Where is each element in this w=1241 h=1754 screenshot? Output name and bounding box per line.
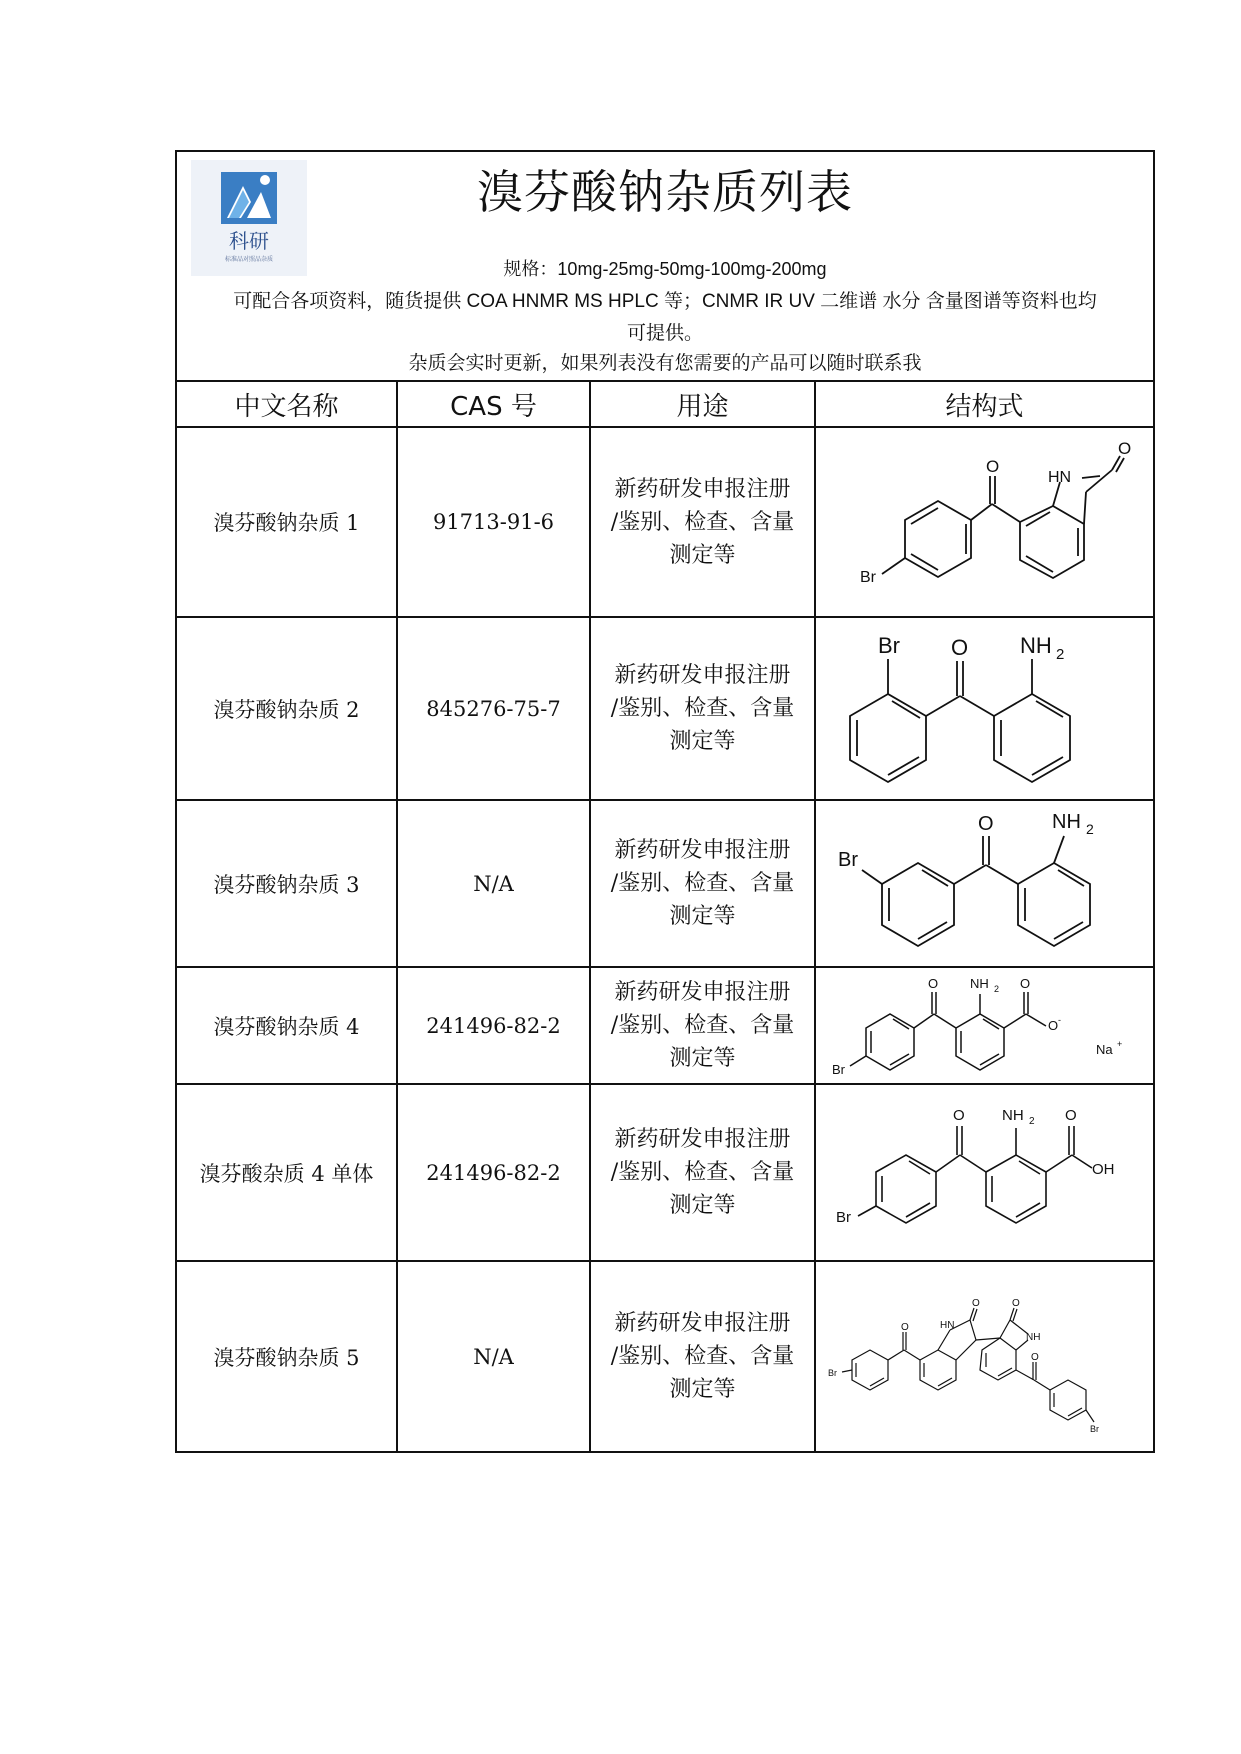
- usage-line: 新药研发申报注册: [614, 1127, 791, 1152]
- structure-cell: [815, 800, 1153, 967]
- impurity-table: [177, 382, 1153, 1451]
- column-header-cas: CAS 号: [397, 382, 590, 427]
- charge-label: +: [1116, 1038, 1122, 1049]
- documents-note: [187, 286, 1143, 350]
- usage-line: 测定等: [669, 729, 736, 754]
- usage-line: 新药研发申报注册: [614, 663, 791, 688]
- atom-subscript: 2: [1028, 1115, 1035, 1127]
- structure-impurity-4-monomer-icon: [820, 1088, 1150, 1258]
- documents-note-line-2: 可提供。: [626, 323, 703, 344]
- table-row: [177, 617, 1153, 800]
- structure-impurity-4-icon: [820, 970, 1150, 1082]
- impurity-sheet: [175, 150, 1155, 1453]
- structure-cell: [815, 1261, 1153, 1451]
- cas-number: 845276-75-7: [397, 617, 590, 800]
- usage-line: /鉴别、检查、含量: [610, 696, 795, 721]
- documents-note-line-1: 可配合各项资料，随货提供 COA HNMR MS HPLC 等；CNMR IR UV 二维谱 水分 含量图谱等资料也均: [233, 291, 1097, 312]
- atom-label: NH: [1001, 1106, 1024, 1124]
- atom-label: O: [1030, 1352, 1039, 1363]
- charge-label: -: [1057, 1014, 1061, 1025]
- usage-line: 新药研发申报注册: [614, 1311, 791, 1336]
- cas-number: 241496-82-2: [397, 1084, 590, 1261]
- atom-label: O: [985, 457, 999, 476]
- cas-number: 91713-91-6: [397, 427, 590, 617]
- atom-label: O: [927, 975, 938, 991]
- column-header-name: 中文名称: [177, 382, 397, 427]
- usage-text: [590, 1084, 815, 1261]
- cas-number: N/A: [397, 800, 590, 967]
- atom-label: HN: [939, 1320, 954, 1331]
- impurity-name: 溴芬酸钠杂质 3: [177, 800, 397, 967]
- atom-label: O: [1047, 1017, 1058, 1033]
- usage-line: 测定等: [669, 1046, 736, 1071]
- sheet-header: [177, 152, 1153, 382]
- usage-line: /鉴别、检查、含量: [610, 1160, 795, 1185]
- structure-impurity-2-icon: [820, 621, 1150, 796]
- atom-label: O: [900, 1322, 909, 1333]
- atom-label: Br: [859, 569, 876, 586]
- spec-line: 规格：10mg-25mg-50mg-100mg-200mg: [503, 259, 827, 279]
- usage-line: 新药研发申报注册: [614, 980, 791, 1005]
- atom-label: O: [952, 1106, 965, 1124]
- usage-line: /鉴别、检查、含量: [610, 871, 795, 896]
- usage-text: [590, 427, 815, 617]
- usage-line: 测定等: [669, 1377, 736, 1402]
- structure-cell: [815, 1084, 1153, 1261]
- impurity-name: 溴芬酸钠杂质 5: [177, 1261, 397, 1451]
- structure-impurity-3-icon: [820, 804, 1150, 964]
- atom-label: HN: [1047, 469, 1071, 486]
- atom-label: Br: [877, 633, 900, 658]
- usage-line: /鉴别、检查、含量: [610, 509, 795, 535]
- atom-label: O: [977, 812, 994, 835]
- usage-text: [590, 1261, 815, 1451]
- atom-label: O: [1019, 975, 1030, 991]
- table-row: [177, 427, 1153, 617]
- atom-label: O: [971, 1298, 980, 1309]
- page-title: 溴芬酸钠杂质列表: [477, 165, 853, 219]
- atom-label: Br: [1089, 1424, 1099, 1434]
- impurity-name: 溴芬酸杂质 4 单体: [177, 1084, 397, 1261]
- table-row: [177, 1261, 1153, 1451]
- usage-line: /鉴别、检查、含量: [610, 1013, 795, 1038]
- atom-label: O: [1011, 1298, 1020, 1309]
- atom-subscript: 2: [1055, 646, 1064, 663]
- atom-label: NH: [969, 975, 989, 991]
- atom-label: Br: [835, 1208, 851, 1226]
- atom-label: O: [1064, 1106, 1077, 1124]
- atom-label: Na: [1095, 1041, 1113, 1057]
- atom-label: Br: [837, 848, 858, 871]
- column-header-structure: 结构式: [815, 382, 1153, 427]
- table-row: [177, 800, 1153, 967]
- cas-number: N/A: [397, 1261, 590, 1451]
- structure-cell: [815, 967, 1153, 1084]
- atom-label: Br: [831, 1061, 845, 1077]
- usage-line: /鉴别、检查、含量: [610, 1344, 795, 1369]
- usage-line: 新药研发申报注册: [614, 838, 791, 863]
- usage-text: [590, 800, 815, 967]
- usage-text: [590, 617, 815, 800]
- impurity-name: 溴芬酸钠杂质 2: [177, 617, 397, 800]
- atom-label: OH: [1091, 1160, 1114, 1178]
- atom-subscript: 2: [993, 983, 999, 994]
- atom-label: O: [1117, 439, 1131, 458]
- table-row: [177, 1084, 1153, 1261]
- atom-label: NH: [1051, 810, 1081, 833]
- structure-impurity-1-icon: [820, 432, 1150, 612]
- usage-line: 新药研发申报注册: [614, 476, 791, 502]
- atom-label: NH: [1025, 1332, 1040, 1343]
- usage-line: 测定等: [669, 1193, 736, 1218]
- structure-cell: [815, 617, 1153, 800]
- impurity-name: 溴芬酸钠杂质 4: [177, 967, 397, 1084]
- atom-label: Br: [827, 1368, 837, 1378]
- impurity-name: 溴芬酸钠杂质 1: [177, 427, 397, 617]
- logo-subtitle-text: 标准品对照品杂质: [224, 256, 273, 263]
- cas-number: 241496-82-2: [397, 967, 590, 1084]
- usage-line: 测定等: [669, 542, 736, 568]
- atom-label: O: [950, 635, 968, 660]
- table-header-row: [177, 382, 1153, 427]
- logo-brand-text: 科研: [229, 229, 269, 253]
- column-header-use: 用途: [590, 382, 815, 427]
- update-note: 杂质会实时更新，如果列表没有您需要的产品可以随时联系我: [408, 353, 922, 374]
- usage-line: 测定等: [669, 904, 736, 929]
- atom-label: NH: [1019, 633, 1052, 658]
- usage-text: [590, 967, 815, 1084]
- atom-subscript: 2: [1085, 820, 1094, 837]
- structure-impurity-5-icon: [820, 1264, 1150, 1449]
- table-row: [177, 967, 1153, 1084]
- structure-cell: [815, 427, 1153, 617]
